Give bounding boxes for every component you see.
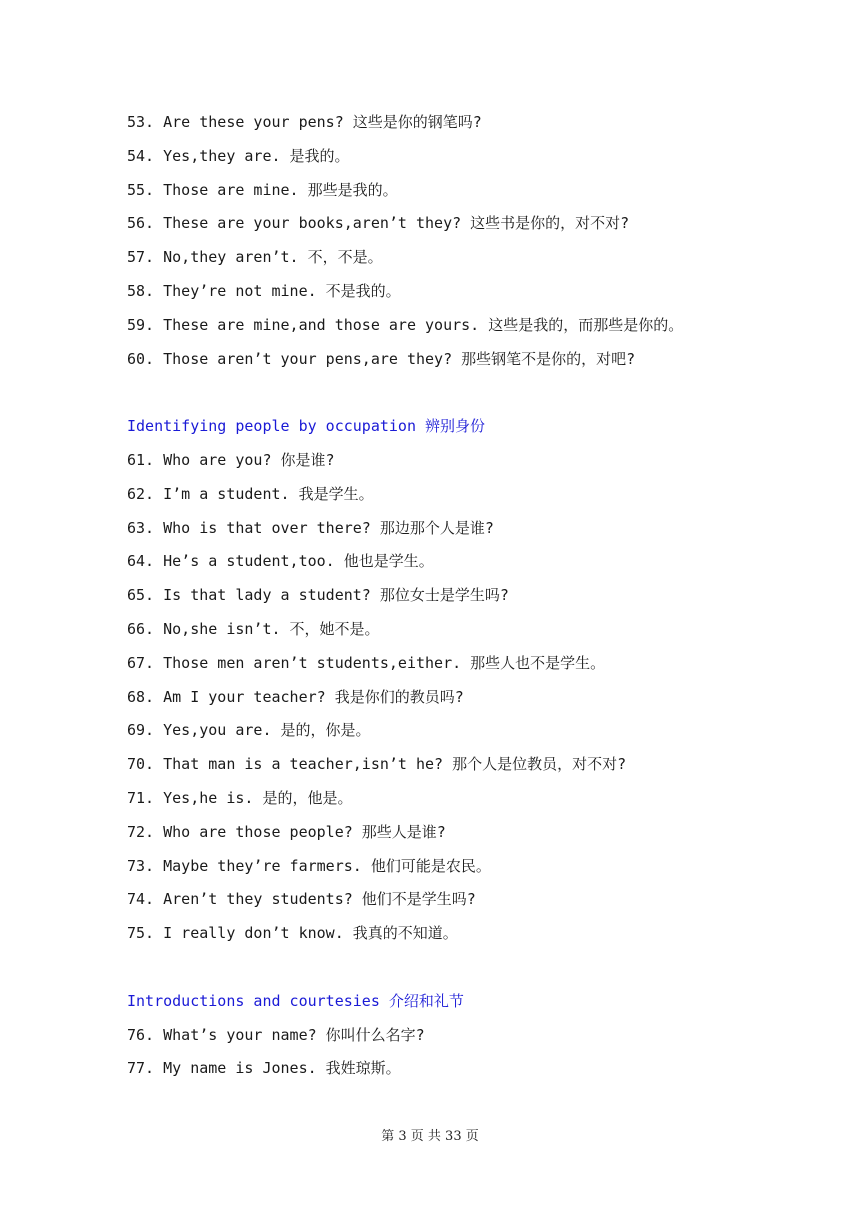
- page-number-footer: 第 3 页 共 33 页: [381, 1129, 479, 1144]
- sentence-line-72: 72. Who are those people? 那些人是谁?: [127, 823, 446, 841]
- sentence-line-64: 64. He’s a student,too. 他也是学生。: [127, 552, 434, 570]
- sentence-line-56: 56. These are your books,aren’t they? 这些书是你的，对不对?: [127, 214, 630, 232]
- sentence-line-63: 63. Who is that over there? 那边那个人是谁?: [127, 519, 494, 537]
- sentence-line-66: 66. No,she isn’t. 不，她不是。: [127, 620, 380, 638]
- sentence-line-77: 77. My name is Jones. 我姓琼斯。: [127, 1059, 401, 1077]
- sentence-line-68: 68. Am I your teacher? 我是你们的教员吗?: [127, 688, 464, 706]
- sentence-line-74: 74. Aren’t they students? 他们不是学生吗?: [127, 890, 476, 908]
- sentence-line-70: 70. That man is a teacher,isn’t he? 那个人是位教员，对不对?: [127, 755, 627, 773]
- sentence-line-67: 67. Those men aren’t students,either. 那些人也不是学生。: [127, 654, 606, 672]
- sentence-line-75: 75. I really don’t know. 我真的不知道。: [127, 924, 458, 942]
- sentence-line-54: 54. Yes,they are. 是我的。: [127, 147, 350, 165]
- sentence-line-71: 71. Yes,he is. 是的，他是。: [127, 789, 353, 807]
- sentence-line-62: 62. I’m a student. 我是学生。: [127, 485, 374, 503]
- sentence-line-76: 76. What’s your name? 你叫什么名字?: [127, 1026, 425, 1044]
- sentence-line-73: 73. Maybe they’re farmers. 他们可能是农民。: [127, 857, 491, 875]
- sentence-line-65: 65. Is that lady a student? 那位女士是学生吗?: [127, 586, 509, 604]
- sentence-line-58: 58. They’re not mine. 不是我的。: [127, 282, 401, 300]
- section-heading-occupation: Identifying people by occupation 辨别身份: [127, 417, 486, 435]
- section-heading-introductions: Introductions and courtesies 介绍和礼节: [127, 992, 464, 1010]
- sentence-line-61: 61. Who are you? 你是谁?: [127, 451, 335, 469]
- sentence-line-60: 60. Those aren’t your pens,are they? 那些钢笔不是你的，对吧?: [127, 350, 636, 368]
- sentence-line-57: 57. No,they aren’t. 不，不是。: [127, 248, 383, 266]
- sentence-line-69: 69. Yes,you are. 是的，你是。: [127, 721, 371, 739]
- sentence-line-55: 55. Those are mine. 那些是我的。: [127, 181, 398, 199]
- sentence-line-59: 59. These are mine,and those are yours. 这些是我的，而那些是你的。: [127, 316, 684, 334]
- sentence-line-53: 53. Are these your pens? 这些是你的钢笔吗?: [127, 113, 482, 131]
